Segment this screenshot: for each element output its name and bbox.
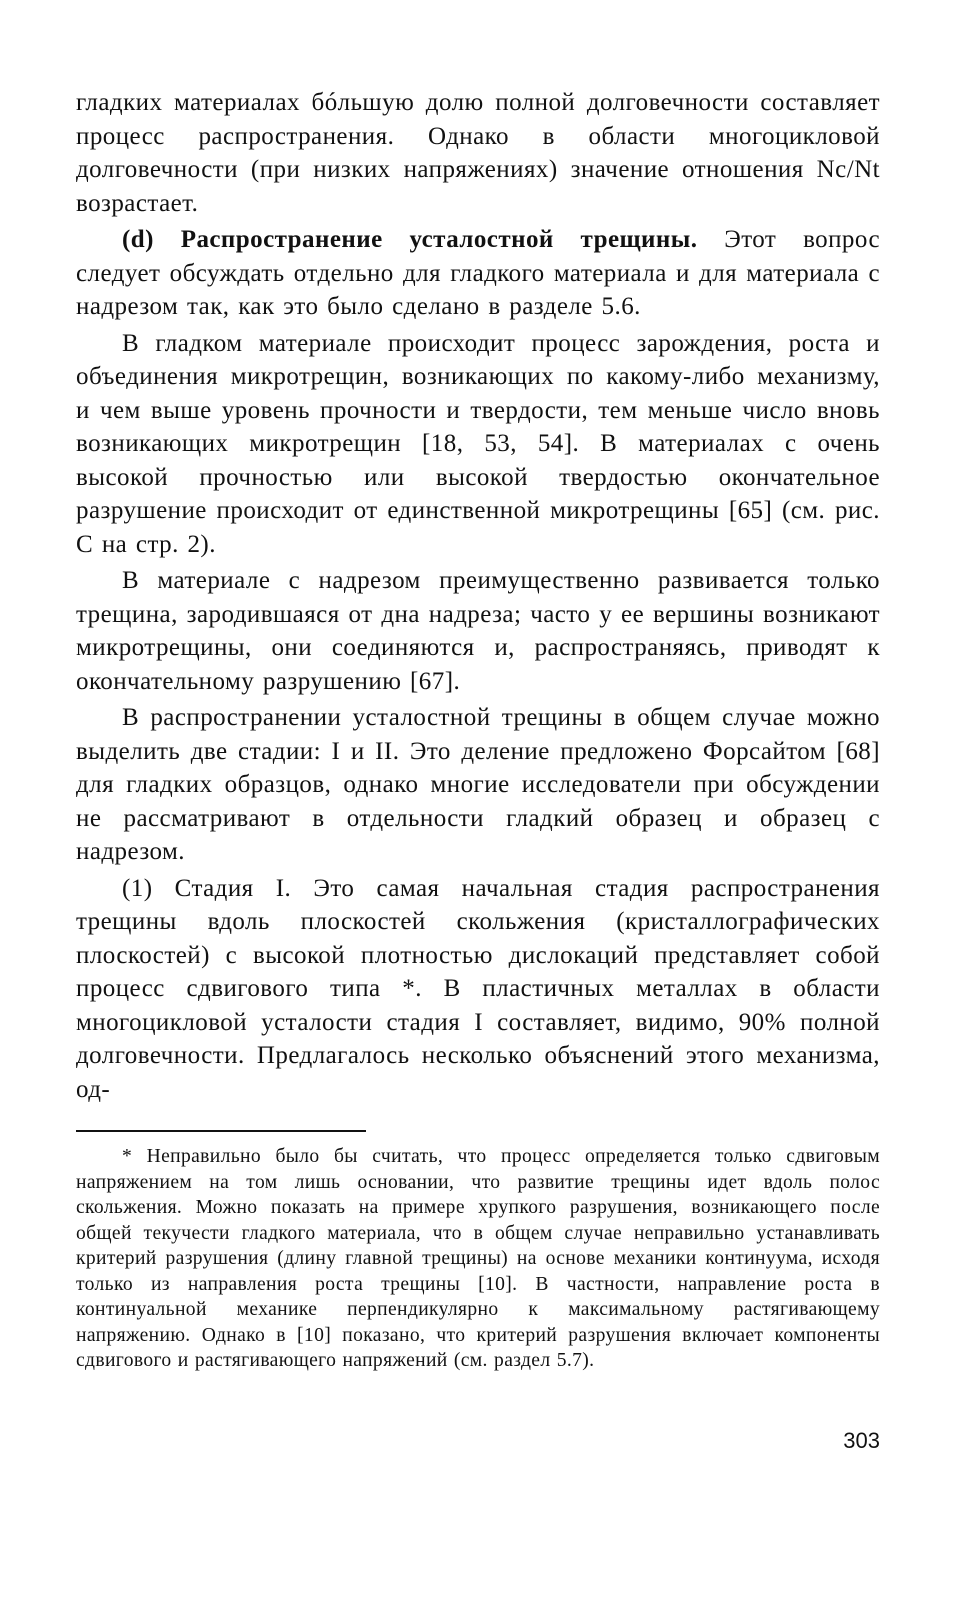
paragraph-6: (1) Стадия I. Это самая начальная стадия распространения трещины вдоль плоскостей скольжения (кристаллографических плоскостей) с высокой плотностью дислокаций представляет собой процесс сдвигового типа *. В пластичных металлах в области многоцикловой усталости стадия I составляет, видимо, 90% полной долговечности. Предлагалось несколько объяснений этого механизма, од- xyxy=(76,874,880,1103)
paragraph-3: В гладком материале происходит процесс зарождения, роста и объединения микротрещин, возникающих по какому-либо механизму, и чем выше уровень прочности и твердости, тем меньше число вновь возникающих микротрещин [18, 53, 54]. В материалах с очень высокой прочностью или высокой твердостью окончательное разрушение происходит от единственной микротрещины [65] (см. рис. С на стр. 2). xyxy=(76,329,880,558)
section-heading-d: (d) Распространение усталостной трещины. xyxy=(122,226,698,253)
footnote-divider xyxy=(76,1130,366,1132)
paragraph-2 xyxy=(76,223,880,324)
footnote xyxy=(76,1144,880,1374)
paragraph-2-text: Этот вопрос следует обсуждать отдельно для гладкого материала и для материала с надрезом так, как это было сделано в разделе 5.6. xyxy=(76,226,880,320)
book-page xyxy=(76,86,880,1374)
paragraph-5: В распространении усталостной трещины в общем случае можно выделить две стадии: I и II. Это деление предложено Форсайтом [68] для гладких образцов, однако многие исследователи при обсуждении не рассматривают в отдельности гладкий образец и образец с надрезом. xyxy=(76,704,880,865)
footnote-text: * Неправильно было бы считать, что процесс определяется только сдвиговым напряжением на том лишь основании, что развитие трещины идет вдоль полос скольжения. Можно показать на примере хрупкого разрушения, возникающего после общей текучести гладкого материала, что в общем случае неправильно устанавливать критерий разрушения (длину главной трещины) на основе механики континуума, исходя только из направления роста трещины [10]. В частности, направление роста в континуальной механике перпендикулярно к максимальному растягивающему напряжению. Однако в [10] показано, что критерий разрушения включает компоненты сдвигового и растягивающего напряжений (см. раздел 5.7). xyxy=(76,1146,880,1371)
page-number: 303 xyxy=(843,1428,880,1453)
paragraph-1: гладких материалах бóльшую долю полной долговечности составляет процесс распространения. Однако в области многоцикловой долговечности (при низких напряжениях) значение отношения Nc/Nt возрастает. xyxy=(76,89,880,217)
main-text xyxy=(76,86,880,1106)
paragraph-4: В материале с надрезом преимущественно развивается только трещина, зародившаяся от дна надреза; часто у ее вершины возникают микротрещины, они соединяются и, распространяясь, приводят к окончательному разрушению [67]. xyxy=(76,567,880,695)
